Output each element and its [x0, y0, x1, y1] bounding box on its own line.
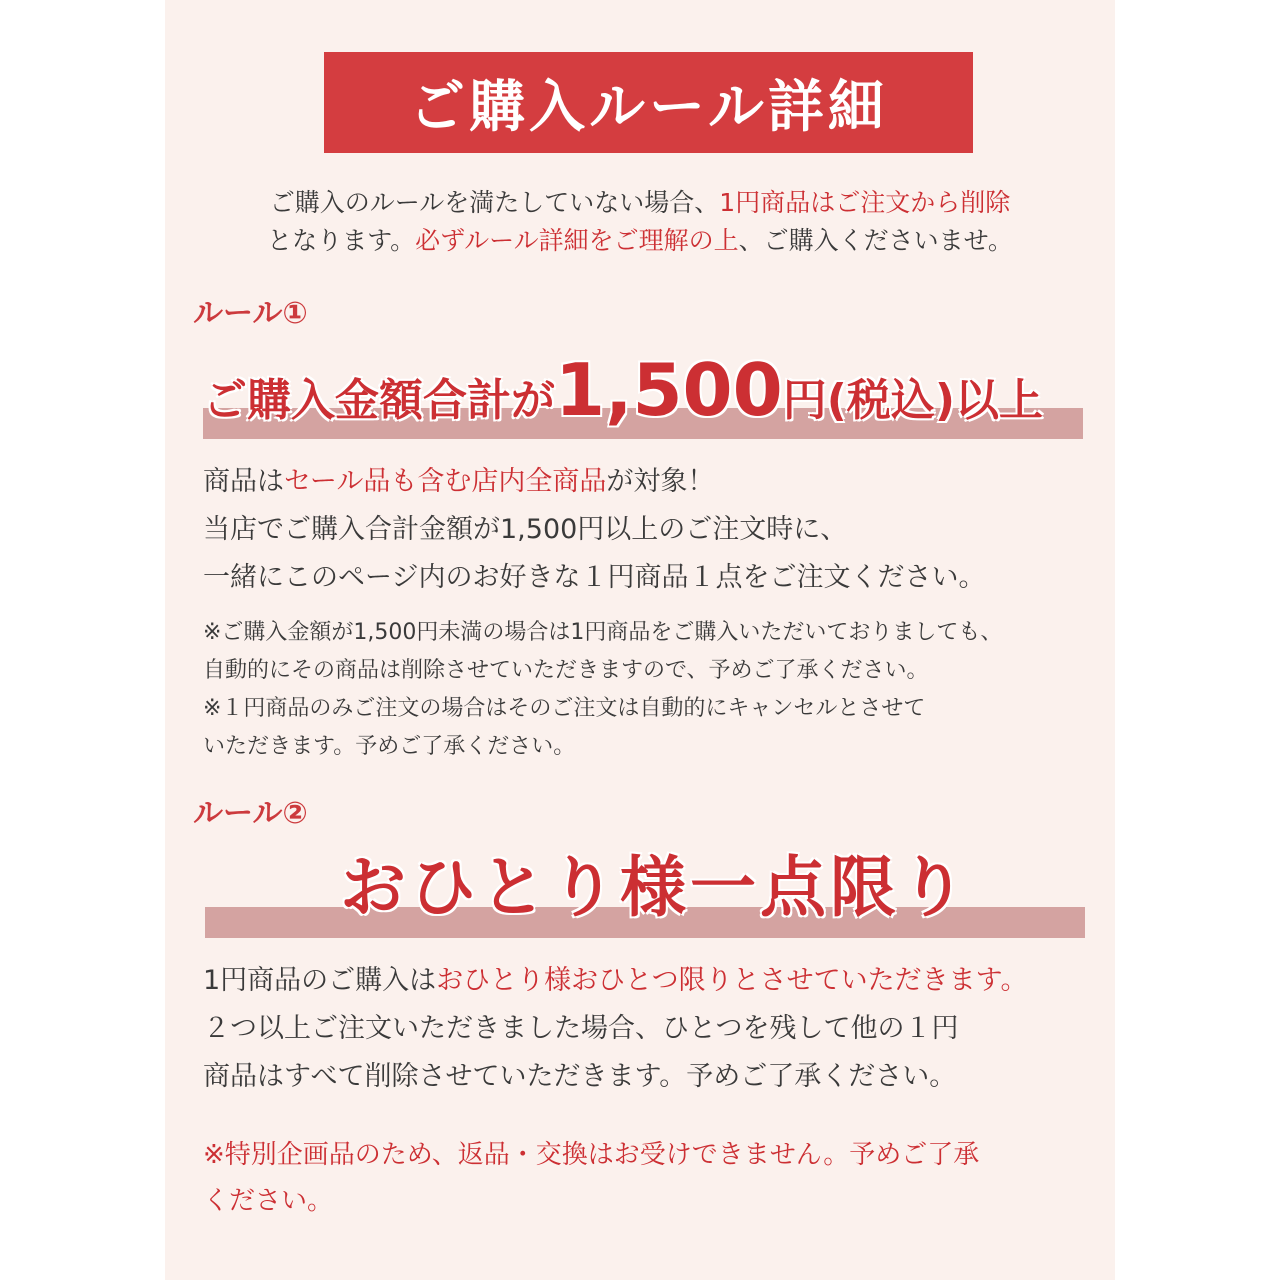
rule1-note1: ※ご購入金額が1,500円未満の場合は1円商品をご購入いただいておりましても、: [203, 620, 1003, 645]
title-banner: [324, 52, 973, 153]
intro-line1-b: 1円商品はご注文から削除: [719, 188, 1011, 217]
rule1-body: [203, 458, 985, 602]
intro-text: [165, 184, 1115, 260]
intro-line2-b: 必ずルール詳細をご理解の上: [415, 226, 739, 255]
final-note-line2: ください。: [203, 1186, 334, 1216]
rule2-body3: 商品はすべて削除させていただきます。予めご了承ください。: [203, 1061, 957, 1092]
intro-line1-a: ご購入のルールを満たしていない場合、: [269, 188, 720, 217]
rule1-note4: いただきます。予めご了承ください。: [203, 734, 576, 759]
rule1-notes: [203, 614, 1002, 766]
rule1-heading-c: 円(税込)以上: [782, 375, 1043, 426]
rule2-body2: ２つ以上ご注文いただきました場合、ひとつを残して他の１円: [203, 1013, 959, 1044]
rule2-heading: おひとり様一点限り: [340, 849, 970, 926]
rule1-heading-a: ご購入金額合計が: [203, 375, 555, 426]
rule2-body1-b: おひとり様おひとつ限りとさせていただきます。: [436, 965, 1028, 996]
rule1-body1-c: が対象！: [606, 466, 715, 497]
rule1-note2: 自動的にその商品は削除させていただきますので、予めご了承ください。: [203, 658, 929, 683]
rule1-body3: 一緒にこのページ内のお好きな１円商品１点をご注文ください。: [203, 562, 986, 593]
final-note-line1: ※特別企画品のため、返品・交換はお受けできません。予めご了承: [203, 1140, 980, 1170]
rule2-label-text: ルール②: [193, 796, 308, 831]
rule1-label: [193, 288, 308, 332]
rule1-body2: 当店でご購入合計金額が1,500円以上のご注文時に、: [203, 514, 848, 545]
rule1-heading-amount: 1,500: [555, 348, 783, 432]
rule1-note3: ※１円商品のみご注文の場合はそのご注文は自動的にキャンセルとさせて: [203, 696, 926, 721]
intro-line2-a: となります。: [267, 226, 416, 255]
rule2-body1-a: 1円商品のご購入は: [203, 965, 437, 996]
rule2-label: [193, 788, 308, 832]
rule2-body: [203, 957, 1028, 1101]
final-note: [203, 1132, 979, 1224]
rule1-body1-b: セール品も含む店内全商品: [284, 466, 607, 497]
rule1-body1-a: 商品は: [203, 466, 284, 497]
rule1-heading: [203, 340, 1043, 451]
rule1-label-text: ルール①: [193, 296, 308, 331]
page-title: ご購入ルール詳細: [409, 74, 888, 140]
intro-line2-c: 、ご購入くださいませ。: [738, 226, 1013, 255]
